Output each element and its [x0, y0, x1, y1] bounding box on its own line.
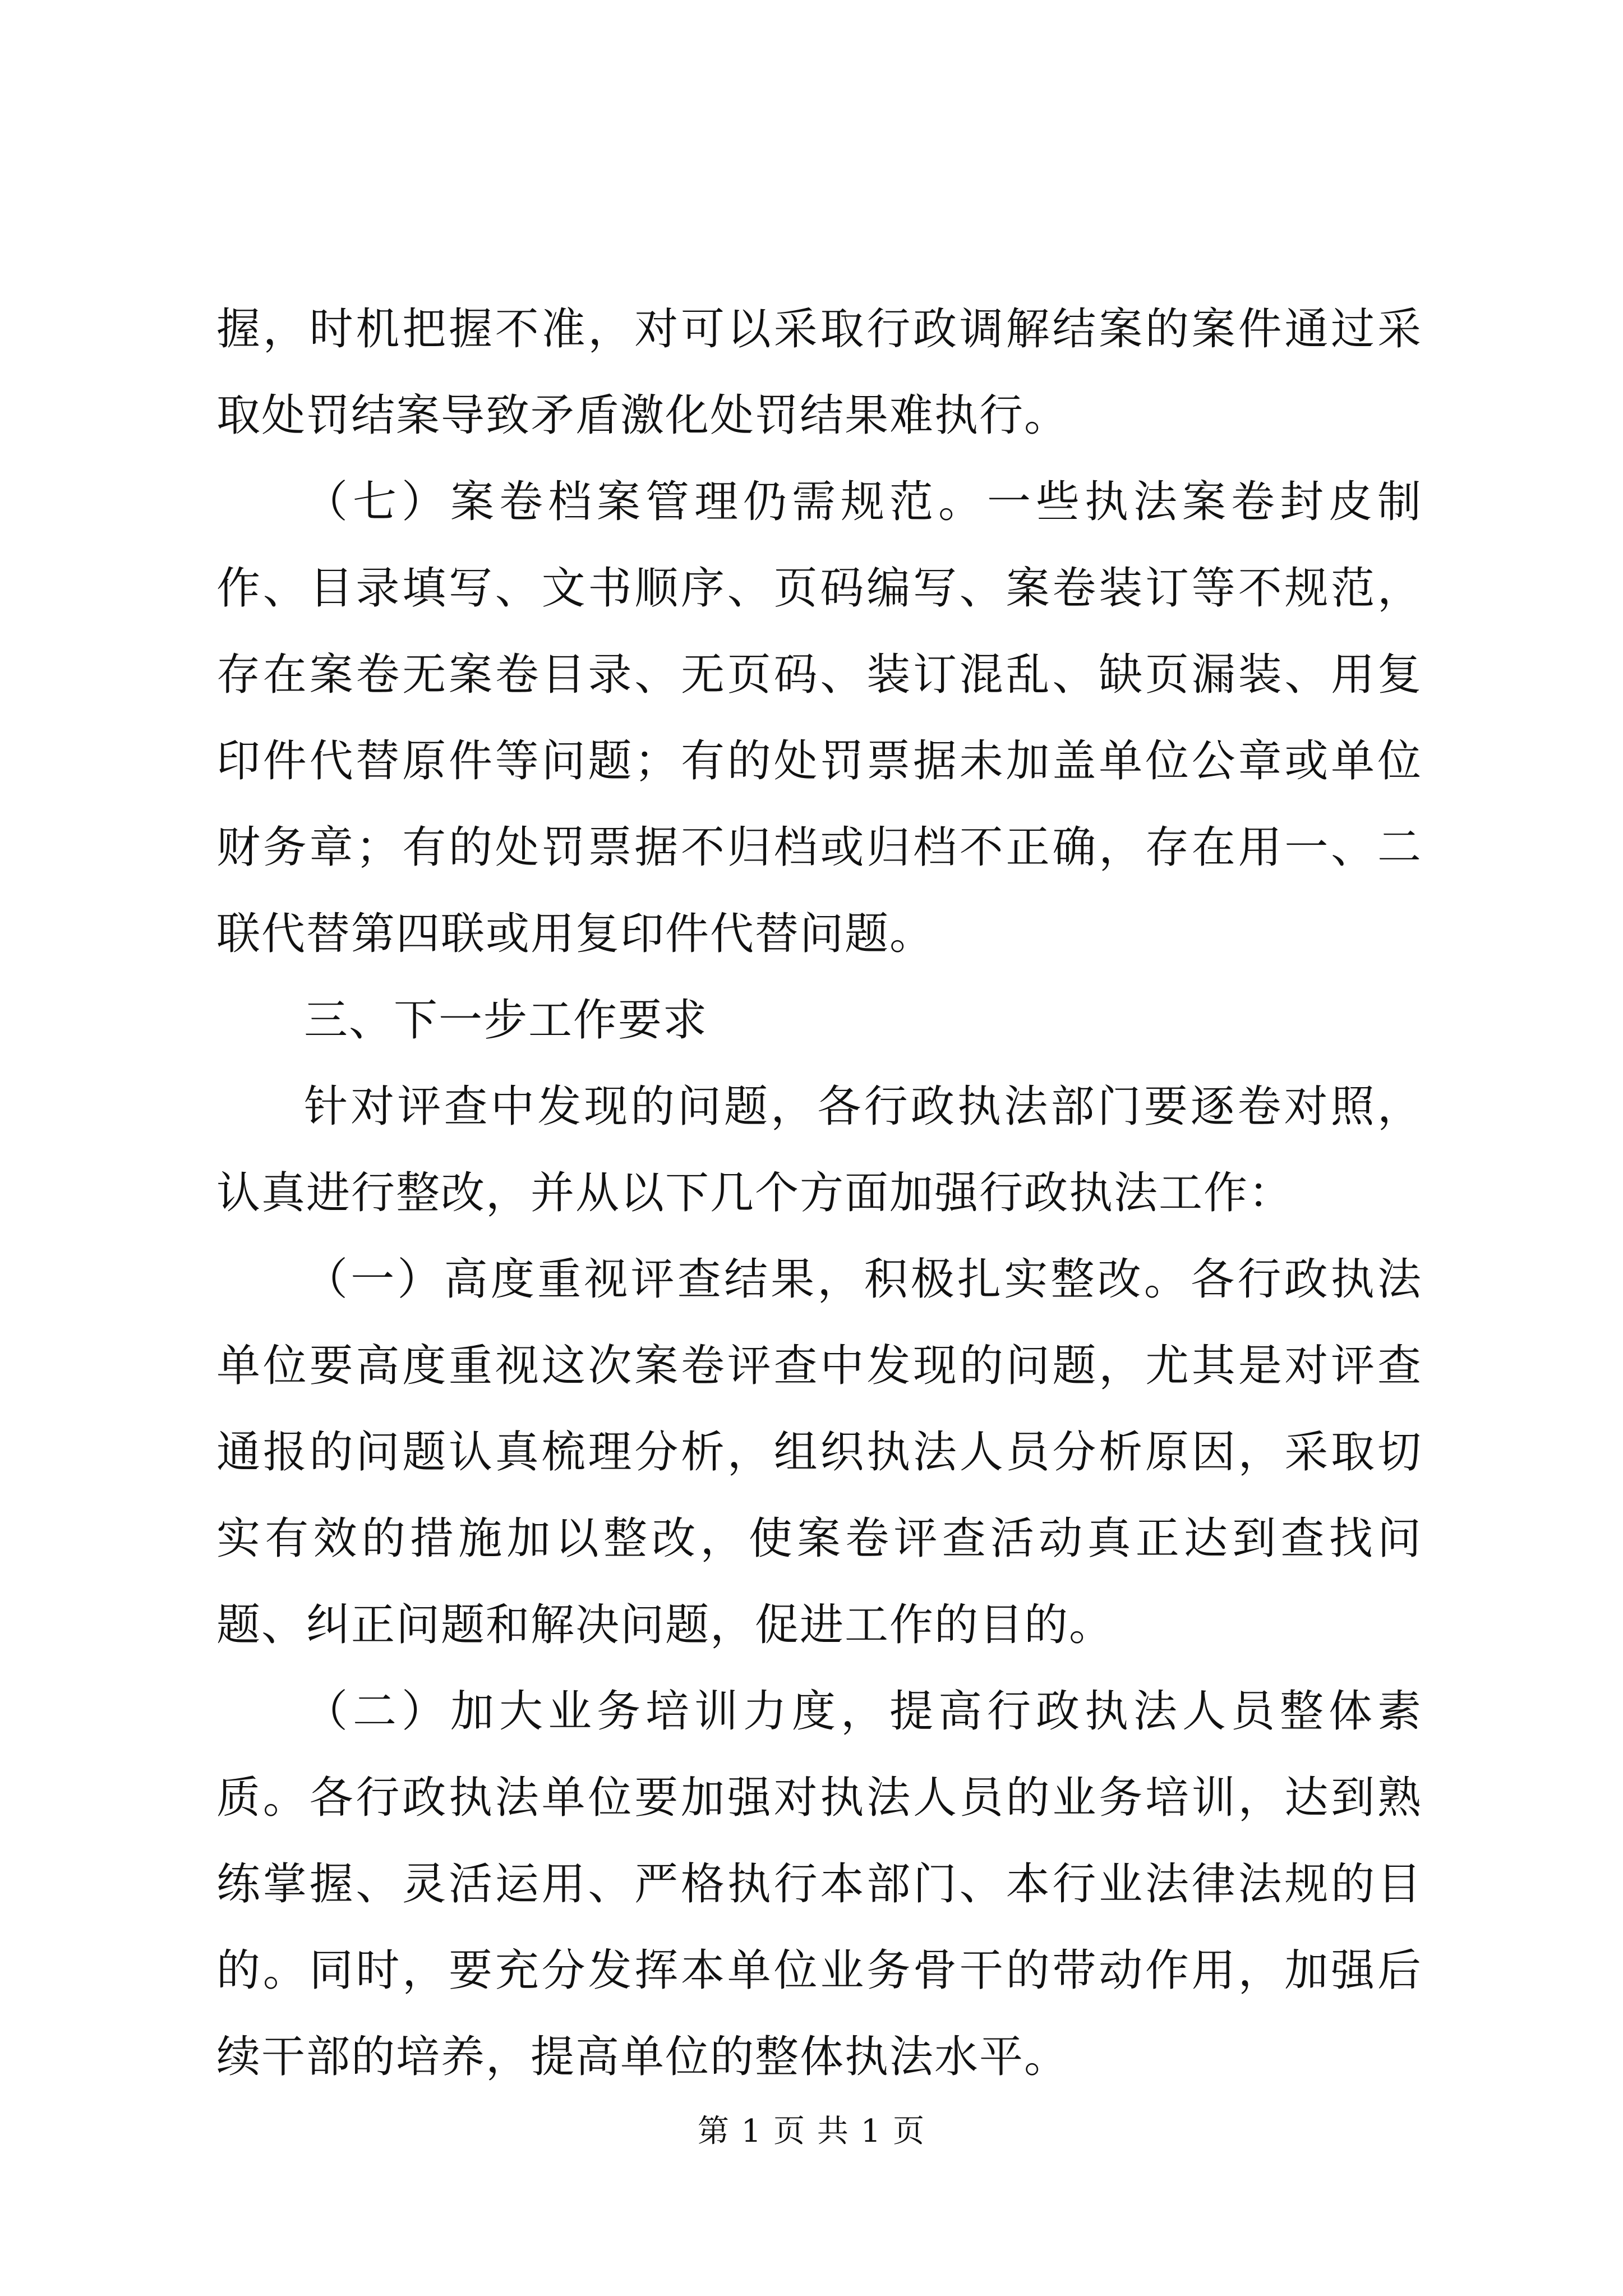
section-heading: 三、下一步工作要求	[304, 995, 708, 1046]
document-body	[216, 286, 1422, 2100]
paragraph-item-2: （二）加大业务培训力度，提高行政执法人员整体素质。各行政执法单位要加强对执法人员的业务培训，达到熟练掌握、灵活运用、严格执行本部门、本行业法律法规的目的。同时，要充分发挥本单位业务骨干的带动作用，加强后续干部的培养，提高单位的整体执法水平。	[216, 1686, 1422, 2082]
paragraph-section-7: （七）案卷档案管理仍需规范。一些执法案卷封皮制作、目录填写、文书顺序、页码编写、案卷装订等不规范，存在案卷无案卷目录、无页码、装订混乱、缺页漏装、用复印件代替原件等问题；有的处罚票据未加盖单位公章或单位财务章；有的处罚票据不归档或归档不正确，存在用一、二联代替第四联或用复印件代替问题。	[216, 477, 1422, 959]
paragraph-intro: 针对评查中发现的问题，各行政执法部门要逐卷对照，认真进行整改，并从以下几个方面加强行政执法工作：	[216, 1082, 1422, 1218]
page-number-footer: 第 1 页 共 1 页	[697, 2113, 926, 2150]
paragraph-item-1: （一）高度重视评查结果，积极扎实整改。各行政执法单位要高度重视这次案卷评查中发现的问题，尤其是对评查通报的问题认真梳理分析，组织执法人员分析原因，采取切实有效的措施加以整改，使案卷评查活动真正达到查找问题、纠正问题和解决问题，促进工作的目的。	[216, 1254, 1422, 1650]
paragraph-continuation: 握，时机把握不准，对可以采取行政调解结案的案件通过采取处罚结案导致矛盾激化处罚结果难执行。	[216, 304, 1422, 441]
